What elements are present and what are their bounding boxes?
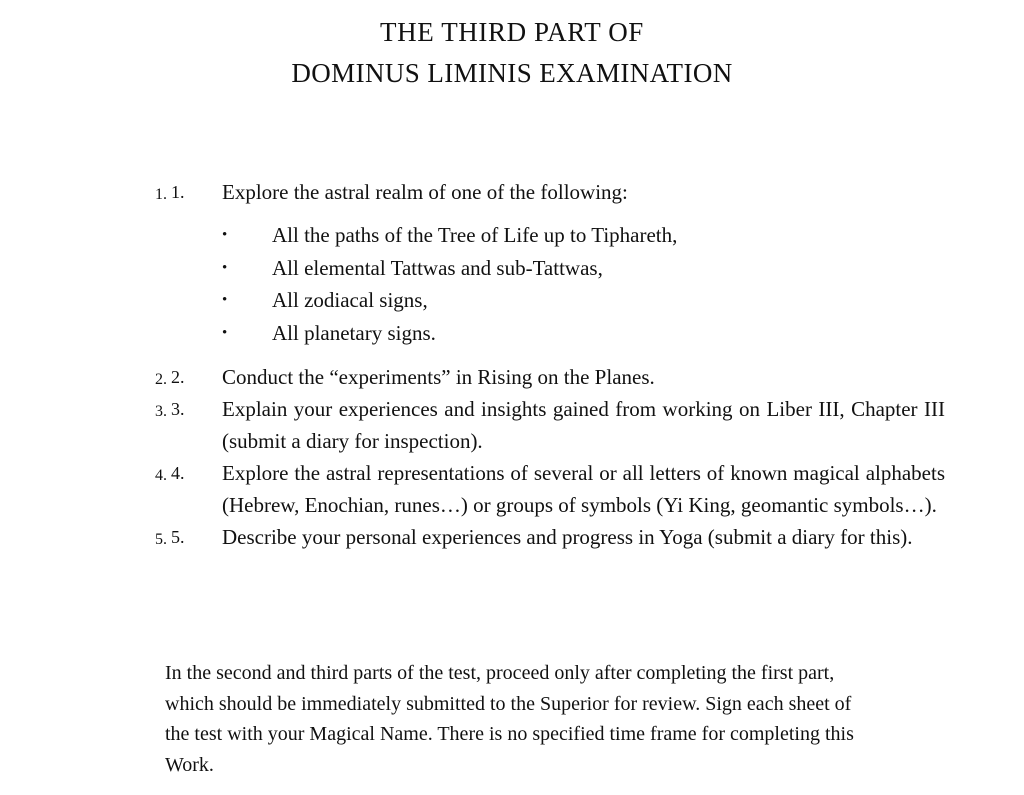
numbered-list <box>131 176 945 553</box>
document-title <box>0 12 1024 94</box>
list-item-text: Explore the astral representations of several or all letters of known magical alphabets (Hebrew, Enochian, runes…) or groups of symbols (Yi King, geomantic symbols…). <box>222 461 945 517</box>
bullet-list <box>222 219 945 349</box>
bullet-item-text: All planetary signs. <box>272 320 436 345</box>
bullet-icon: • <box>222 259 228 276</box>
list-item-number: 5. 5. <box>171 527 185 547</box>
bullet-item-text: All zodiacal signs, <box>272 288 428 312</box>
list-item-text: Describe your personal experiences and progress in Yoga (submit a diary for this). <box>222 525 913 549</box>
title-line-1: THE THIRD PART OF <box>380 17 644 47</box>
title-line-2: DOMINUS LIMINIS EXAMINATION <box>291 58 733 88</box>
bullet-icon: • <box>222 292 228 308</box>
list-item <box>222 219 945 252</box>
list-item <box>222 317 945 350</box>
list-item <box>171 521 945 553</box>
list-item <box>171 457 945 521</box>
list-item <box>222 284 945 317</box>
list-item-number: 3. 3. <box>171 399 185 419</box>
closing-paragraph: In the second and third parts of the test, proceed only after completing the first part, which should be immediately submitted to the Superior for review. Sign each sheet of the test with your Magical Name. There is no specified time frame for completing this Work. <box>165 662 854 776</box>
bullet-item-text: All the paths of the Tree of Life up to Tiphareth, <box>272 223 678 247</box>
bullet-icon: • <box>222 227 228 243</box>
bullet-icon: • <box>222 324 228 341</box>
list-item-number: 4. 4. <box>171 463 185 483</box>
bullet-item-text: All elemental Tattwas and sub-Tattwas, <box>272 255 603 280</box>
list-item-text: Explore the astral realm of one of the following: <box>222 180 628 204</box>
list-item-number: 2. 2. <box>171 367 185 387</box>
list-item-text: Conduct the “experiments” in Rising on the Planes. <box>222 365 655 389</box>
list-item <box>171 176 945 349</box>
list-item-text: Explain your experiences and insights gained from working on Liber III, Chapter III (submit a diary for inspection). <box>222 397 945 453</box>
list-item <box>171 393 945 457</box>
list-item <box>222 252 945 285</box>
list-item-number: 1. 1. <box>171 182 185 202</box>
list-item <box>171 361 945 393</box>
